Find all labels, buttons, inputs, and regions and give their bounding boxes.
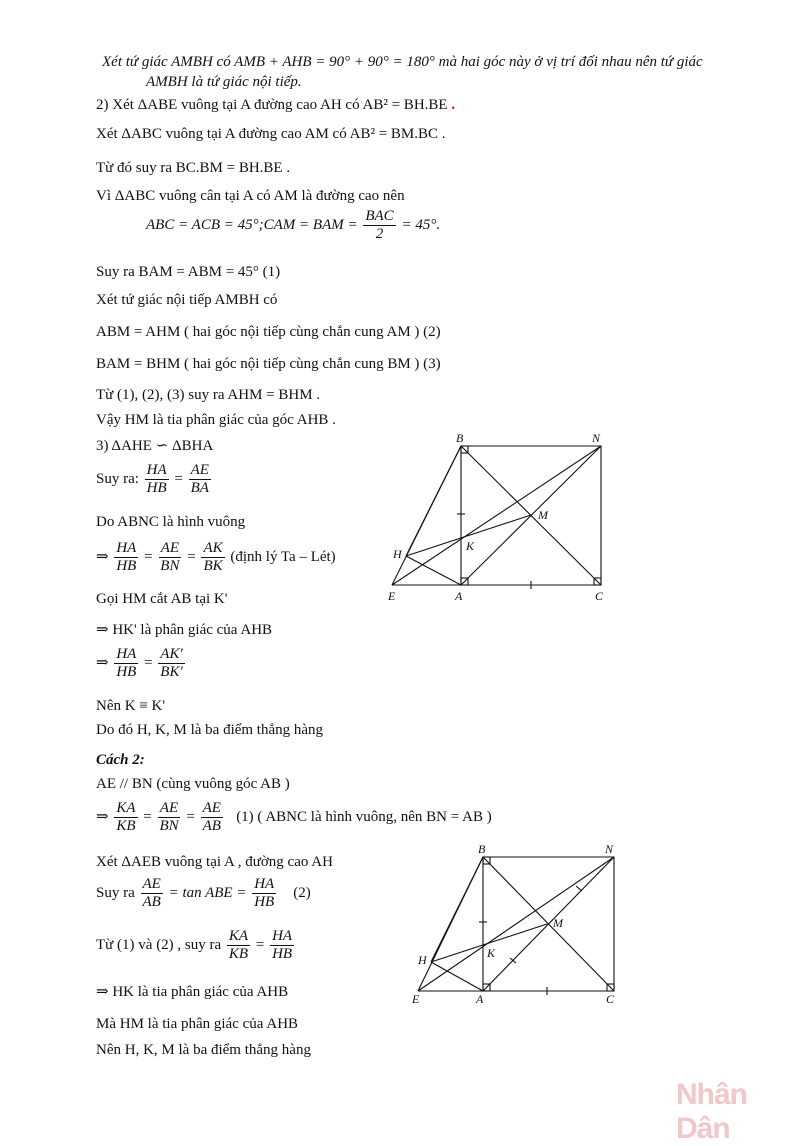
label-h: H <box>393 547 402 561</box>
formula-line: ⇒ $\frac{KA}{KB}$ = $\frac{AE}{BN}$ = $\frac{AE}{AB}$ (1) ( ABNC là hình vuông, nên BN = AB ) <box>96 800 492 834</box>
text-line: BAM = BHM ( hai góc nội tiếp cùng chắn cung BM ) (3) <box>96 356 441 372</box>
watermark-logo: Nhân Dân <box>676 1078 747 1145</box>
text-line: Vì ΔABC vuông cân tại A có AM là đường cao nên <box>96 188 405 204</box>
text-line: ABM = AHM ( hai góc nội tiếp cùng chắn cung AM ) (2) <box>96 324 441 340</box>
label-b: B <box>456 431 464 445</box>
label-a: A <box>455 589 463 603</box>
label-n: N <box>605 842 614 856</box>
label-h: H <box>418 953 427 967</box>
label-b: B <box>478 842 486 856</box>
text-line: 2) Xét ΔABE vuông tại A đường cao AH có AB² = BH.BE . <box>96 97 456 113</box>
text-line: Xét ΔABC vuông tại A đường cao AM có AB² = BM.BC . <box>96 126 446 142</box>
text-line: Do ABNC là hình vuông <box>96 514 246 530</box>
text-line: Từ đó suy ra BC.BM = BH.BE . <box>96 160 291 176</box>
text-line: Vậy HM là tia phân giác của góc AHB . <box>96 412 336 428</box>
text-line: ⇒ HK là tia phân giác của AHB <box>96 984 289 1000</box>
formula-line: Suy ra $\frac{AE}{AB}$ = tan ABE = $\frac{HA}{HB}$ (2) <box>96 876 311 910</box>
text-line: Suy ra BAM = ABM = 45° (1) <box>96 264 281 280</box>
text-line: Mà HM là tia phân giác của AHB <box>96 1016 299 1032</box>
label-k: K <box>466 539 475 553</box>
text-line: 3) ΔAHE ∽ ΔBHA <box>96 438 214 454</box>
geometry-figure-1 <box>380 425 610 605</box>
text-line: AE // BN (cùng vuông góc AB ) <box>96 776 290 792</box>
label-m: M <box>553 916 563 930</box>
section-title: Cách 2: <box>96 752 145 768</box>
text-line: Do đó H, K, M là ba điểm thẳng hàng <box>96 722 324 738</box>
formula-line: ABC = ACB = 45°;CAM = BAM = $\frac{\text{BAC}}{2}$ = 45°. <box>146 208 441 242</box>
formula-line: ⇒ $\frac{HA}{HB}$ = $\frac{AE}{BN}$ = $\frac{AK}{BK}$ (định lý Ta – Lét) <box>96 540 336 574</box>
text-line: Nên H, K, M là ba điểm thẳng hàng <box>96 1042 311 1058</box>
text-line: Nên K ≡ K' <box>96 698 166 714</box>
text-line: Từ (1), (2), (3) suy ra AHM = BHM . <box>96 387 321 403</box>
formula-line: ⇒ $\frac{HA}{HB}$ = $\frac{AK'}{BK'}$ <box>96 646 183 680</box>
text-line: Xét tứ giác AMBH có AMB + AHB = 90° + 90° = 180° mà hai góc này ở vị trí đối nhau nên tứ giác <box>102 54 703 70</box>
formula-line: Suy ra: $\frac{HA}{HB}$ = $\frac{AE}{BA}$ <box>96 462 209 496</box>
label-e: E <box>388 589 396 603</box>
text-line: ⇒ HK' là phân giác của AHB <box>96 622 273 638</box>
label-c: C <box>606 992 615 1006</box>
label-n: N <box>592 431 601 445</box>
label-a: A <box>476 992 484 1006</box>
label-m: M <box>538 508 548 522</box>
formula-line: Từ (1) và (2) , suy ra $\frac{KA}{KB}$ = $\frac{HA}{HB}$ <box>96 928 293 962</box>
text-line: AMBH là tứ giác nội tiếp. <box>146 74 302 90</box>
geometry-figure-2 <box>405 840 620 1010</box>
text-line: Xét tứ giác nội tiếp AMBH có <box>96 292 278 308</box>
text-line: Gọi HM cắt AB tại K' <box>96 591 228 607</box>
label-k: K <box>487 946 496 960</box>
text-line: Xét ΔAEB vuông tại A , đường cao AH <box>96 854 333 870</box>
label-c: C <box>595 589 604 603</box>
label-e: E <box>412 992 420 1006</box>
